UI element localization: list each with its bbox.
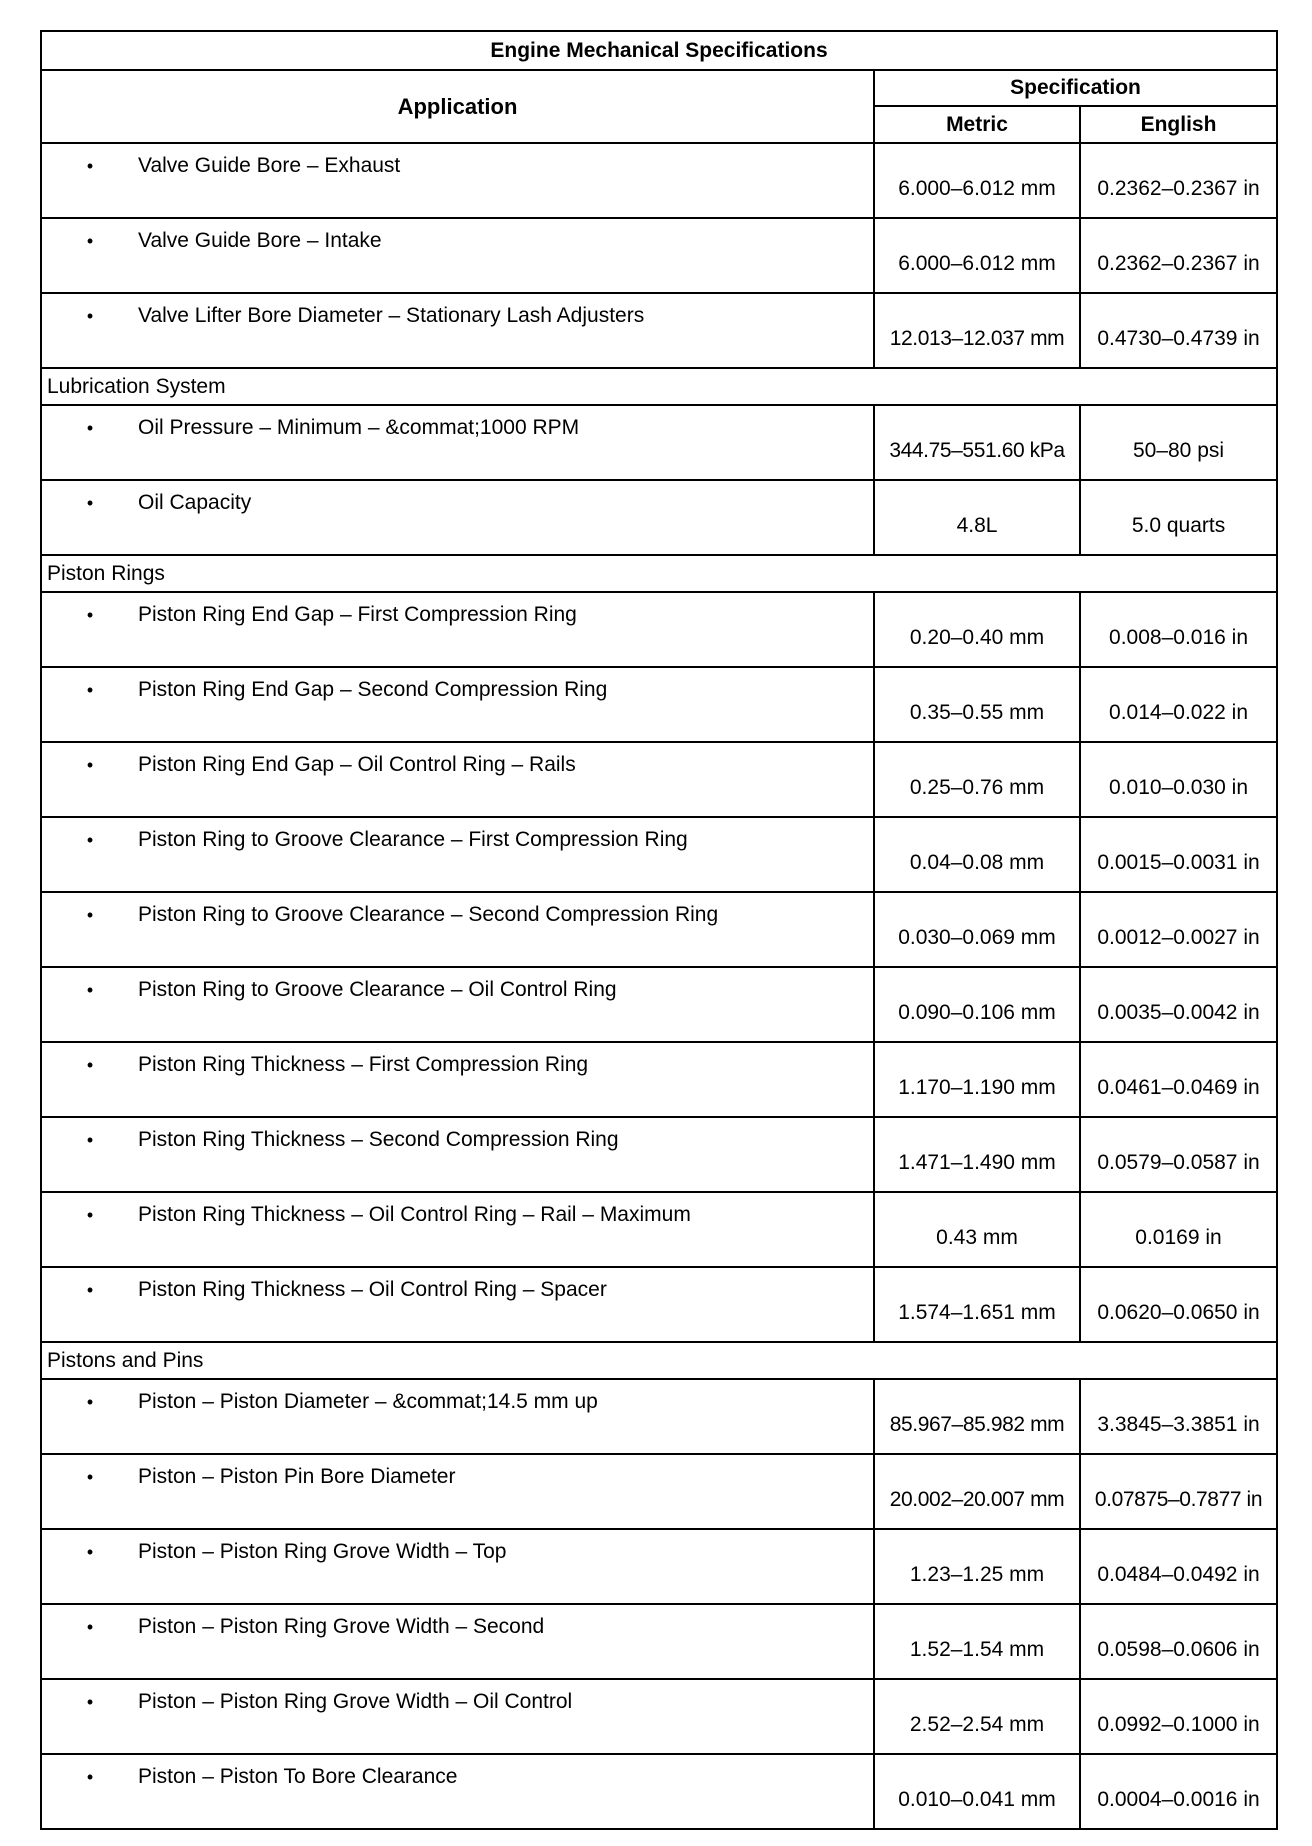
- section-title: Lubrication System: [41, 368, 1277, 405]
- metric-value: 0.25–0.76 mm: [874, 742, 1080, 817]
- application-cell: [41, 1192, 874, 1267]
- table-title: Engine Mechanical Specifications: [41, 31, 1277, 70]
- metric-value: 4.8L: [874, 480, 1080, 555]
- application-cell: [41, 1679, 874, 1754]
- table-row: [41, 1754, 1277, 1829]
- english-value: 0.0579–0.0587 in: [1080, 1117, 1277, 1192]
- bullet-icon: •: [86, 680, 94, 700]
- application-text: Piston – Piston Ring Grove Width – Top: [138, 1540, 507, 1563]
- bullet-icon: •: [86, 1280, 94, 1300]
- application-text: Piston Ring End Gap – Second Compression Ring: [138, 678, 608, 701]
- application-cell: [41, 592, 874, 667]
- application-cell: [41, 218, 874, 293]
- application-text: Piston – Piston Ring Grove Width – Second: [138, 1615, 545, 1638]
- application-text: Piston Ring Thickness – Oil Control Ring – Spacer: [138, 1278, 607, 1301]
- table-row: [41, 1267, 1277, 1342]
- application-text: Piston Ring to Groove Clearance – Second Compression Ring: [138, 903, 719, 926]
- english-value: 50–80 psi: [1080, 405, 1277, 480]
- metric-value: 0.030–0.069 mm: [874, 892, 1080, 967]
- table-row: [41, 592, 1277, 667]
- bullet-icon: •: [86, 1055, 94, 1075]
- english-value: 0.0012–0.0027 in: [1080, 892, 1277, 967]
- metric-value: 1.170–1.190 mm: [874, 1042, 1080, 1117]
- english-value: 0.0620–0.0650 in: [1080, 1267, 1277, 1342]
- table-row: [41, 405, 1277, 480]
- application-text: Piston Ring Thickness – Second Compression Ring: [138, 1128, 619, 1151]
- metric-value: 0.43 mm: [874, 1192, 1080, 1267]
- bullet-icon: •: [86, 980, 94, 1000]
- metric-value: 0.20–0.40 mm: [874, 592, 1080, 667]
- application-cell: [41, 1379, 874, 1454]
- metric-value: 85.967–85.982 mm: [874, 1379, 1080, 1454]
- bullet-icon: •: [86, 1130, 94, 1150]
- application-cell: [41, 1604, 874, 1679]
- bullet-icon: •: [86, 1542, 94, 1562]
- english-value: 0.0015–0.0031 in: [1080, 817, 1277, 892]
- bullet-icon: •: [86, 156, 94, 176]
- metric-value: 12.013–12.037 mm: [874, 293, 1080, 368]
- english-value: 0.0004–0.0016 in: [1080, 1754, 1277, 1829]
- table-row: [41, 293, 1277, 368]
- table-row: [41, 1529, 1277, 1604]
- application-cell: [41, 892, 874, 967]
- table-row: [41, 143, 1277, 218]
- metric-value: 0.35–0.55 mm: [874, 667, 1080, 742]
- application-text: Piston – Piston To Bore Clearance: [138, 1765, 458, 1788]
- application-text: Piston Ring to Groove Clearance – First Compression Ring: [138, 828, 688, 851]
- bullet-icon: •: [86, 1692, 94, 1712]
- application-cell: [41, 1117, 874, 1192]
- section-title: Piston Rings: [41, 555, 1277, 592]
- application-cell: [41, 742, 874, 817]
- english-value: 0.0992–0.1000 in: [1080, 1679, 1277, 1754]
- metric-value: 344.75–551.60 kPa: [874, 405, 1080, 480]
- application-cell: [41, 667, 874, 742]
- english-header: English: [1080, 106, 1277, 143]
- application-text: Oil Pressure – Minimum – &commat;1000 RPM: [138, 416, 580, 439]
- bullet-icon: •: [86, 493, 94, 513]
- application-text: Piston Ring End Gap – Oil Control Ring – Rails: [138, 753, 576, 776]
- application-cell: [41, 1454, 874, 1529]
- spec-table-body: [41, 143, 1277, 1829]
- metric-value: 1.52–1.54 mm: [874, 1604, 1080, 1679]
- specification-header: Specification: [874, 70, 1277, 106]
- bullet-icon: •: [86, 830, 94, 850]
- application-text: Valve Lifter Bore Diameter – Stationary Lash Adjusters: [138, 304, 645, 327]
- english-value: 0.4730–0.4739 in: [1080, 293, 1277, 368]
- english-value: 5.0 quarts: [1080, 480, 1277, 555]
- table-row: [41, 1679, 1277, 1754]
- metric-value: 0.090–0.106 mm: [874, 967, 1080, 1042]
- bullet-icon: •: [86, 905, 94, 925]
- bullet-icon: •: [86, 1205, 94, 1225]
- application-cell: [41, 293, 874, 368]
- bullet-icon: •: [86, 605, 94, 625]
- english-value: 0.0598–0.0606 in: [1080, 1604, 1277, 1679]
- metric-header: Metric: [874, 106, 1080, 143]
- application-cell: [41, 1267, 874, 1342]
- english-value: 0.2362–0.2367 in: [1080, 143, 1277, 218]
- application-text: Piston Ring Thickness – Oil Control Ring – Rail – Maximum: [138, 1203, 691, 1226]
- application-text: Valve Guide Bore – Exhaust: [138, 154, 401, 177]
- table-row: [41, 1042, 1277, 1117]
- bullet-icon: •: [86, 1617, 94, 1637]
- english-value: 0.07875–0.7877 in: [1080, 1454, 1277, 1529]
- application-text: Piston Ring to Groove Clearance – Oil Control Ring: [138, 978, 617, 1001]
- bullet-icon: •: [86, 1392, 94, 1412]
- application-cell: [41, 1754, 874, 1829]
- section-row: [41, 368, 1277, 405]
- english-value: 0.0484–0.0492 in: [1080, 1529, 1277, 1604]
- english-value: 0.010–0.030 in: [1080, 742, 1277, 817]
- table-row: [41, 1454, 1277, 1529]
- metric-value: 6.000–6.012 mm: [874, 218, 1080, 293]
- table-row: [41, 218, 1277, 293]
- application-cell: [41, 480, 874, 555]
- bullet-icon: •: [86, 231, 94, 251]
- metric-value: 20.002–20.007 mm: [874, 1454, 1080, 1529]
- application-cell: [41, 143, 874, 218]
- metric-value: 1.471–1.490 mm: [874, 1117, 1080, 1192]
- application-header: Application: [41, 70, 874, 143]
- section-row: [41, 555, 1277, 592]
- application-cell: [41, 817, 874, 892]
- application-text: Piston – Piston Pin Bore Diameter: [138, 1465, 456, 1488]
- application-text: Piston Ring Thickness – First Compression Ring: [138, 1053, 589, 1076]
- table-row: [41, 967, 1277, 1042]
- bullet-icon: •: [86, 418, 94, 438]
- application-cell: [41, 1529, 874, 1604]
- table-row: [41, 742, 1277, 817]
- bullet-icon: •: [86, 755, 94, 775]
- bullet-icon: •: [86, 306, 94, 326]
- spec-table: [40, 30, 1278, 1830]
- english-value: 0.2362–0.2367 in: [1080, 218, 1277, 293]
- application-text: Piston Ring End Gap – First Compression Ring: [138, 603, 577, 626]
- table-row: [41, 667, 1277, 742]
- table-row: [41, 1604, 1277, 1679]
- english-value: 3.3845–3.3851 in: [1080, 1379, 1277, 1454]
- application-text: Piston – Piston Diameter – &commat;14.5 mm up: [138, 1390, 598, 1413]
- table-row: [41, 817, 1277, 892]
- metric-value: 1.23–1.25 mm: [874, 1529, 1080, 1604]
- application-text: Piston – Piston Ring Grove Width – Oil Control: [138, 1690, 573, 1713]
- metric-value: 0.04–0.08 mm: [874, 817, 1080, 892]
- table-row: [41, 892, 1277, 967]
- metric-value: 2.52–2.54 mm: [874, 1679, 1080, 1754]
- english-value: 0.0461–0.0469 in: [1080, 1042, 1277, 1117]
- bullet-icon: •: [86, 1467, 94, 1487]
- application-cell: [41, 405, 874, 480]
- application-cell: [41, 967, 874, 1042]
- table-row: [41, 1192, 1277, 1267]
- english-value: 0.0035–0.0042 in: [1080, 967, 1277, 1042]
- english-value: 0.014–0.022 in: [1080, 667, 1277, 742]
- application-cell: [41, 1042, 874, 1117]
- bullet-icon: •: [86, 1767, 94, 1787]
- english-value: 0.0169 in: [1080, 1192, 1277, 1267]
- metric-value: 0.010–0.041 mm: [874, 1754, 1080, 1829]
- metric-value: 1.574–1.651 mm: [874, 1267, 1080, 1342]
- table-row: [41, 1117, 1277, 1192]
- application-text: Oil Capacity: [138, 491, 252, 514]
- english-value: 0.008–0.016 in: [1080, 592, 1277, 667]
- metric-value: 6.000–6.012 mm: [874, 143, 1080, 218]
- table-row: [41, 480, 1277, 555]
- section-row: [41, 1342, 1277, 1379]
- table-row: [41, 1379, 1277, 1454]
- section-title: Pistons and Pins: [41, 1342, 1277, 1379]
- application-text: Valve Guide Bore – Intake: [138, 229, 382, 252]
